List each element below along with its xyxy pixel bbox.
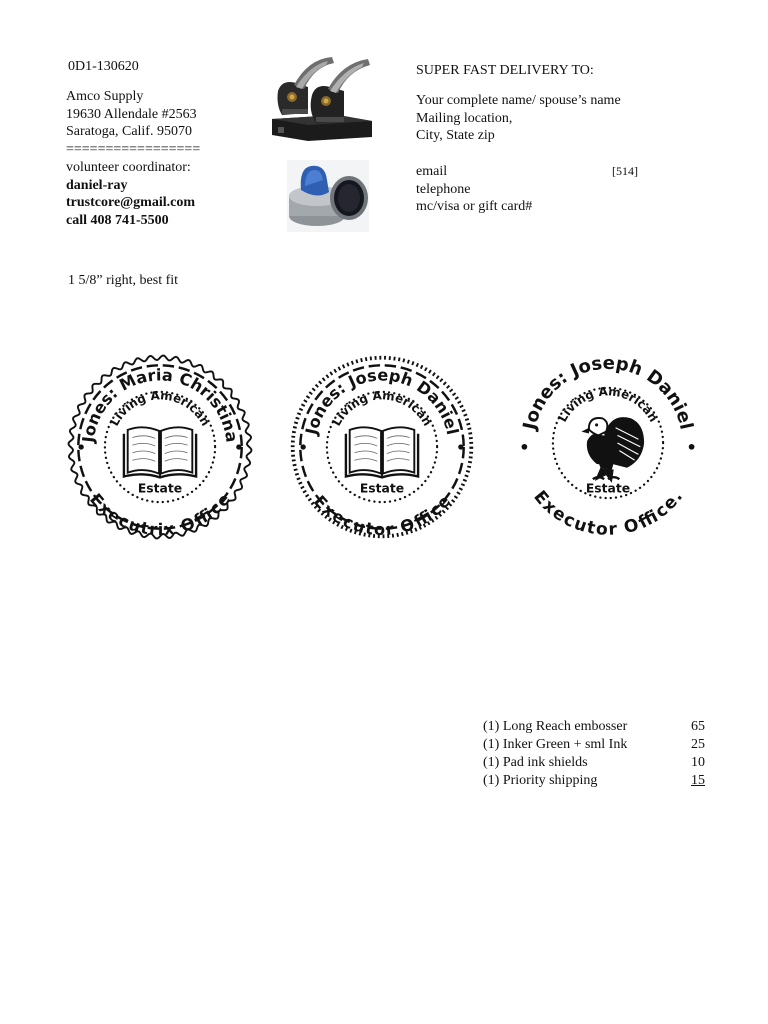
price-item-label: (1) Inker Green + sml Ink <box>483 737 628 752</box>
delivery-city-line: City, State zip <box>416 128 495 143</box>
seal-top-text: Jones: Joseph Daniel <box>301 365 463 437</box>
seal-bottom-text: Executor Office <box>309 491 455 540</box>
supplier-address <box>66 88 200 158</box>
price-row-shields <box>483 754 705 772</box>
seal-estate-text: Estate <box>359 481 405 496</box>
seal-dot-right <box>236 444 241 449</box>
contact-code: [514] <box>612 164 638 178</box>
supplier-street: 19630 Allendale #2563 <box>66 106 197 122</box>
seal-top-text: Jones: Maria Christina <box>78 365 242 444</box>
delivery-name-line: Your complete name/ spouse’s name <box>416 93 621 108</box>
seal-estate-text: Estate <box>137 481 183 496</box>
email-label: email <box>416 164 448 179</box>
seal-executrix <box>65 352 255 542</box>
delivery-address <box>416 92 621 145</box>
divider-line: ================= <box>66 141 201 157</box>
svg-text:Executrix Office <box>86 490 234 539</box>
open-book-icon <box>124 427 196 477</box>
order-id: 0D1-130620 <box>68 59 139 74</box>
price-amount: 15 <box>691 773 705 788</box>
seal-inner-text: Living American <box>329 388 435 429</box>
seal-executor-book <box>287 352 477 542</box>
price-row-embosser <box>483 718 705 736</box>
delivery-heading: SUPER FAST DELIVERY TO: <box>416 63 594 78</box>
seal-estate-text: Estate <box>585 481 631 496</box>
seal-inner-text: Living American <box>107 388 213 429</box>
delivery-mailing-line: Mailing location, <box>416 110 513 126</box>
price-item-label: (1) Long Reach embosser <box>483 719 628 734</box>
coordinator-info <box>66 159 195 229</box>
price-list <box>483 718 705 790</box>
seal-top-text: Jones: Joseph Daniel <box>519 352 697 432</box>
price-amount: 65 <box>691 719 705 734</box>
seal-inner-text: Living American <box>555 384 661 425</box>
svg-text:Living American <box>555 384 660 424</box>
seal-dot-right <box>689 444 695 450</box>
seal-dot-left <box>300 444 305 449</box>
seal-bottom-text: Executor Office. <box>529 487 687 538</box>
seal-dot-left <box>522 444 528 450</box>
price-item-label: (1) Priority shipping <box>483 773 598 788</box>
coordinator-role: volunteer coordinator: <box>66 160 191 175</box>
eagle-icon <box>581 417 644 483</box>
coordinator-phone: call 408 741-5500 <box>66 212 169 228</box>
seal-dot-left <box>78 444 83 449</box>
seal-dot-right <box>458 444 463 449</box>
contact-info <box>416 163 641 216</box>
self-inking-stamp-photo <box>287 160 369 232</box>
embosser-photo <box>268 55 376 145</box>
payment-label: mc/visa or gift card# <box>416 199 533 214</box>
telephone-label: telephone <box>416 181 471 197</box>
price-amount: 10 <box>691 755 705 770</box>
open-book-icon <box>346 427 418 477</box>
price-amount: 25 <box>691 737 705 752</box>
coordinator-email: trustcore@gmail.com <box>66 195 196 210</box>
price-row-shipping <box>483 772 705 790</box>
price-row-inker <box>483 736 705 754</box>
price-item-label: (1) Pad ink shields <box>483 755 588 770</box>
svg-text:Executor Office <box>310 492 454 539</box>
seal-bottom-text: Executrix Office <box>86 489 234 540</box>
size-note: 1 5/8” right, best fit <box>68 273 179 288</box>
seal-executor-eagle <box>513 348 703 538</box>
coordinator-name: daniel-ray <box>66 177 128 193</box>
supplier-name: Amco Supply <box>66 89 144 104</box>
supplier-city: Saratoga, Calif. 95070 <box>66 124 192 139</box>
